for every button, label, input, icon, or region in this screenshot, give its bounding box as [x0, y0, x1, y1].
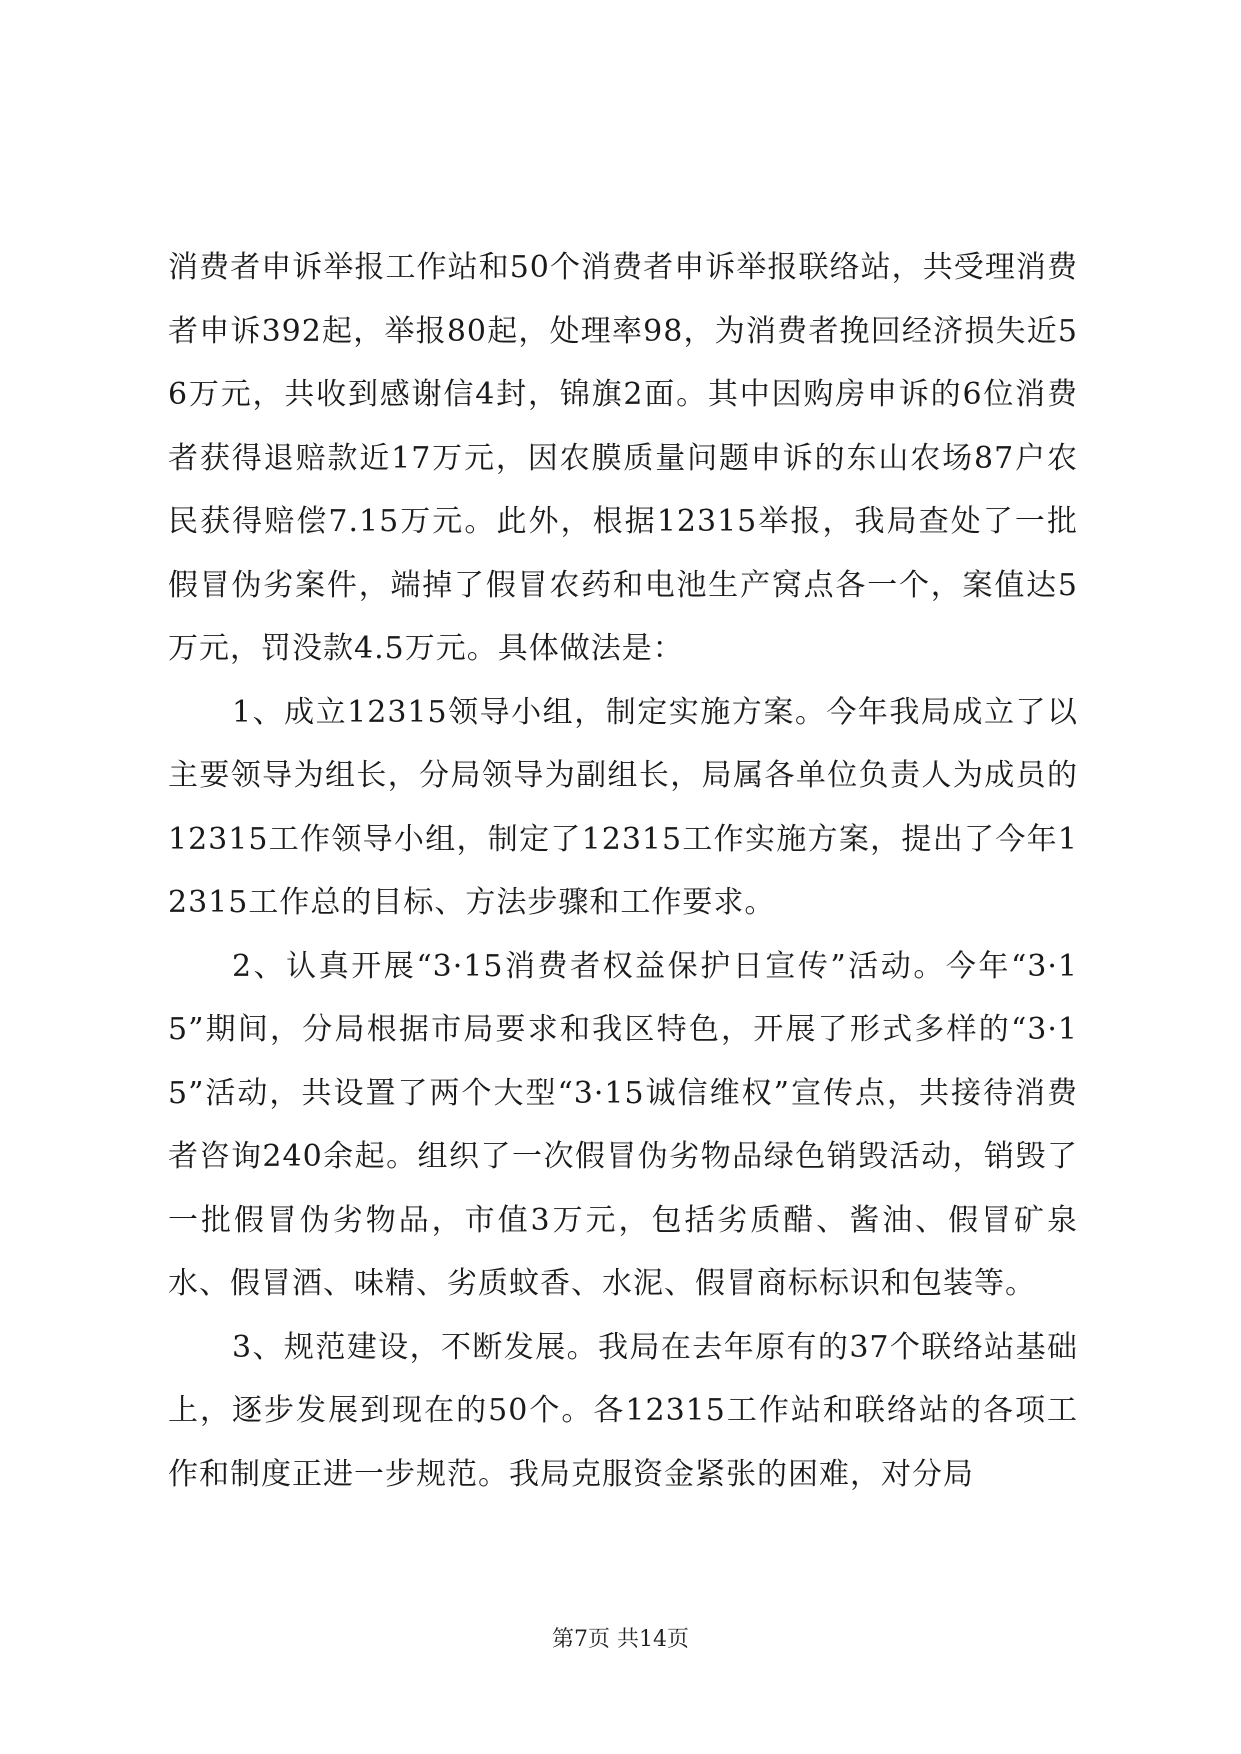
paragraph-item-3: 3、规范建设，不断发展。我局在去年原有的37个联络站基础上，逐步发展到现在的50个。各12315工作站和联络站的各项工作和制度正进一步规范。我局克服资金紧张的困难，对分局: [168, 1329, 1078, 1492]
paragraph-continuation: 消费者申诉举报工作站和50个消费者申诉举报联络站，共受理消费者申诉392起，举报80起，处理率98，为消费者挽回经济损失近56万元，共收到感谢信4封，锦旗2面。其中因购房申诉的6位消费者获得退赔款近17万元，因农膜质量问题申诉的东山农场87户农民获得赔偿7.15万元。此外，根据12315举报，我局查处了一批假冒伪劣案件，端掉了假冒农药和电池生产窝点各一个，案值达5万元，罚没款4.5万元。具体做法是：: [168, 250, 1078, 666]
page-number-label: 第7页 共14页: [552, 1627, 689, 1652]
document-body: [168, 236, 1078, 1506]
paragraph-item-1: 1、成立12315领导小组，制定实施方案。今年我局成立了以主要领导为组长，分局领导为副组长，局属各单位负责人为成员的12315工作领导小组，制定了12315工作实施方案，提出了今年12315工作总的目标、方法步骤和工作要求。: [168, 694, 1078, 920]
page-footer: [0, 1622, 1241, 1653]
paragraph-item-2: 2、认真开展“3·15消费者权益保护日宣传”活动。今年“3·15”期间，分局根据市局要求和我区特色，开展了形式多样的“3·15”活动，共设置了两个大型“3·15诚信维权”宣传点，共接待消费者咨询240余起。组织了一次假冒伪劣物品绿色销毁活动，销毁了一批假冒伪劣物品，市值3万元，包括劣质醋、酱油、假冒矿泉水、假冒酒、味精、劣质蚊香、水泥、假冒商标标识和包装等。: [168, 948, 1078, 1301]
